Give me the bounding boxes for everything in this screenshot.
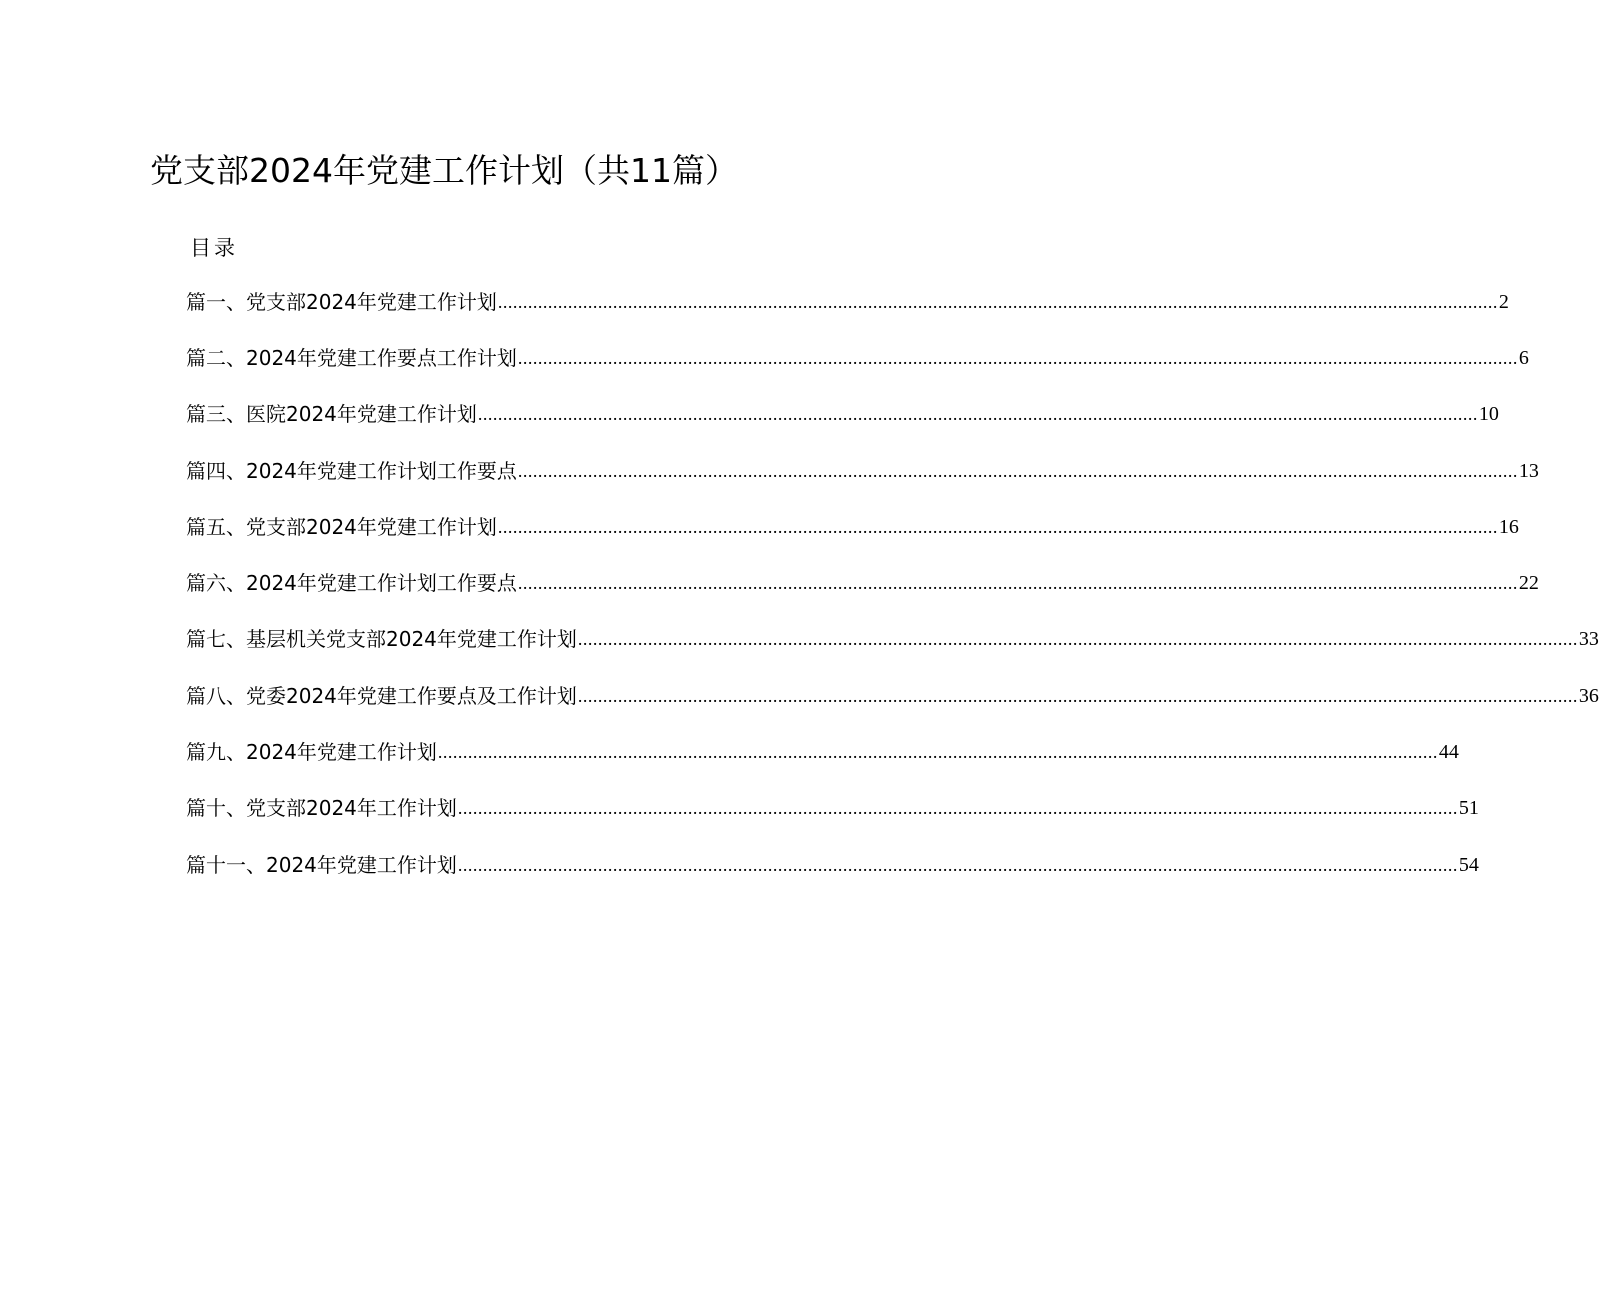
toc-entry[interactable] bbox=[186, 792, 1479, 824]
toc-entry-page: 2 bbox=[1498, 291, 1509, 313]
toc-entry-page: 22 bbox=[1518, 572, 1539, 594]
toc-entry[interactable] bbox=[186, 511, 1519, 543]
toc-entry-label: 篇十一、2024年党建工作计划 bbox=[186, 853, 457, 877]
toc-entry-page: 16 bbox=[1498, 516, 1519, 538]
toc-entry[interactable] bbox=[186, 286, 1509, 318]
toc-entry-label: 篇五、党支部2024年党建工作计划 bbox=[186, 515, 497, 539]
toc-entry[interactable] bbox=[186, 680, 1599, 712]
toc-entry[interactable] bbox=[186, 398, 1499, 430]
toc-entry-label: 篇六、2024年党建工作计划工作要点 bbox=[186, 571, 517, 595]
toc-entry-page: 54 bbox=[1458, 854, 1479, 876]
toc-entry-label: 篇三、医院2024年党建工作计划 bbox=[186, 402, 477, 426]
toc-entry-label: 篇一、党支部2024年党建工作计划 bbox=[186, 290, 497, 314]
toc-dot-leader: ........................................................................................................................................................................................................ bbox=[497, 292, 1498, 312]
toc-dot-leader: ........................................................................................................................................................................................................ bbox=[477, 404, 1478, 424]
toc-dot-leader: ........................................................................................................................................................................................................ bbox=[517, 461, 1518, 481]
toc-entry-page: 6 bbox=[1518, 347, 1529, 369]
toc-entry[interactable] bbox=[186, 849, 1479, 881]
toc-entry-label: 篇十、党支部2024年工作计划 bbox=[186, 796, 457, 820]
toc-entry-page: 51 bbox=[1458, 797, 1479, 819]
toc-entry-label: 篇八、党委2024年党建工作要点及工作计划 bbox=[186, 684, 577, 708]
toc-entry-label: 篇九、2024年党建工作计划 bbox=[186, 740, 437, 764]
toc-entry[interactable] bbox=[186, 455, 1539, 487]
toc-dot-leader: ........................................................................................................................................................................................................ bbox=[577, 629, 1578, 649]
toc-entry-page: 13 bbox=[1518, 460, 1539, 482]
toc-entry-label: 篇二、2024年党建工作要点工作计划 bbox=[186, 346, 517, 370]
toc-heading: 目录 bbox=[190, 236, 238, 260]
toc-entry-page: 44 bbox=[1438, 741, 1459, 763]
toc-entry-label: 篇四、2024年党建工作计划工作要点 bbox=[186, 459, 517, 483]
toc-dot-leader: ........................................................................................................................................................................................................ bbox=[457, 798, 1458, 818]
toc-dot-leader: ........................................................................................................................................................................................................ bbox=[497, 517, 1498, 537]
toc-dot-leader: ........................................................................................................................................................................................................ bbox=[437, 742, 1438, 762]
document-title: 党支部2024年党建工作计划（共11篇） bbox=[150, 151, 738, 190]
toc-entry-page: 36 bbox=[1578, 685, 1599, 707]
toc-entry[interactable] bbox=[186, 342, 1529, 374]
toc-entry-label: 篇七、基层机关党支部2024年党建工作计划 bbox=[186, 627, 577, 651]
toc-entry[interactable] bbox=[186, 736, 1459, 768]
toc-dot-leader: ........................................................................................................................................................................................................ bbox=[457, 855, 1458, 875]
toc-dot-leader: ........................................................................................................................................................................................................ bbox=[517, 348, 1518, 368]
toc-entry[interactable] bbox=[186, 623, 1599, 655]
toc-entry[interactable] bbox=[186, 567, 1539, 599]
toc-dot-leader: ........................................................................................................................................................................................................ bbox=[577, 686, 1578, 706]
toc-entry-page: 10 bbox=[1478, 403, 1499, 425]
toc-dot-leader: ........................................................................................................................................................................................................ bbox=[517, 573, 1518, 593]
toc-entry-page: 33 bbox=[1578, 628, 1599, 650]
